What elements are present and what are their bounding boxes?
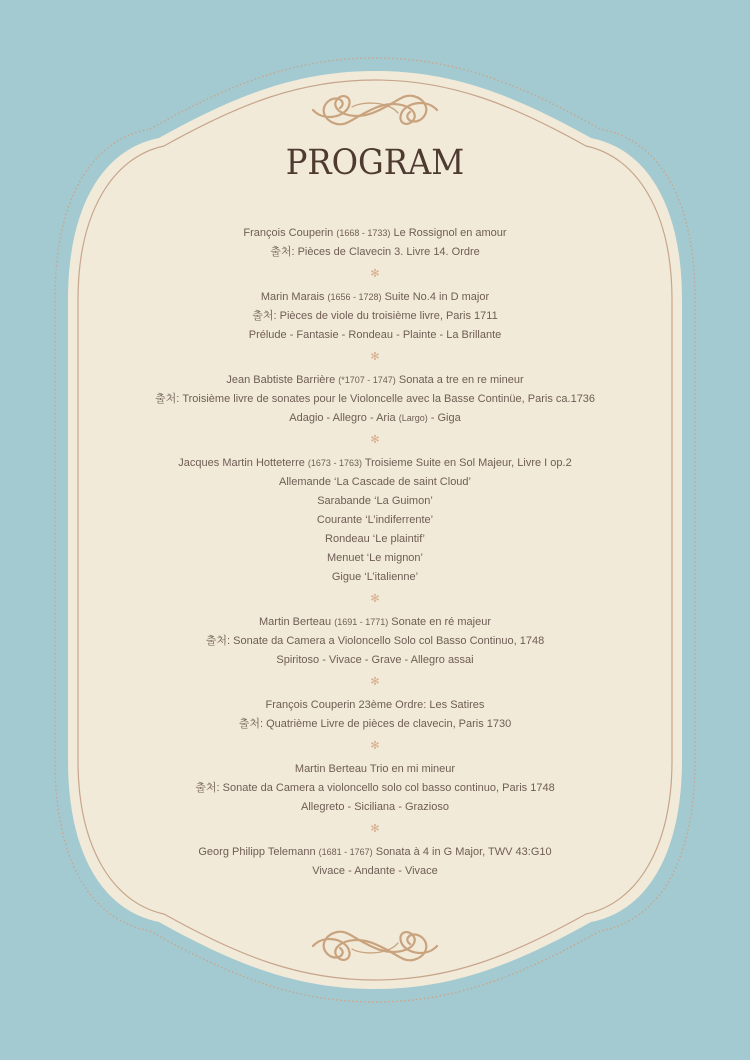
asterisk-separator-icon: ✻ xyxy=(370,268,380,280)
composer-years: (Largo) xyxy=(398,413,428,423)
piece-detail-line: Prélude - Fantasie - Rondeau - Plainte - La Brillante xyxy=(248,329,502,341)
composer-years: (1656 - 1728) xyxy=(327,292,382,302)
program-list xyxy=(55,224,695,881)
piece-detail-line: Adagio - Allegro - Aria (Largo) - Giga xyxy=(289,412,461,424)
asterisk-separator-icon: ✻ xyxy=(370,434,380,446)
composer-years: (*1707 - 1747) xyxy=(338,375,396,385)
piece-heading: Marin Marais (1656 - 1728) Suite No.4 in D major xyxy=(260,291,490,303)
program-piece xyxy=(55,843,695,881)
asterisk-separator-icon: ✻ xyxy=(370,823,380,835)
asterisk-separator-icon: ✻ xyxy=(370,593,380,605)
piece-detail-line: 출처: Troisième livre de sonates pour le Violoncelle avec la Basse Continüe, Paris ca.1736 xyxy=(154,393,596,405)
piece-heading: Georg Philipp Telemann (1681 - 1767) Sonata à 4 in G Major, TWV 43:G10 xyxy=(198,846,552,858)
piece-heading: François Couperin 23ème Ordre: Les Satires xyxy=(265,699,485,711)
piece-detail-line: Allegreto - Siciliana - Grazioso xyxy=(301,801,449,813)
piece-detail-line: 출처: Pièces de viole du troisième livre, Paris 1711 xyxy=(252,310,498,322)
piece-detail-line: Sarabande ‘La Guimon’ xyxy=(317,495,433,507)
program-piece xyxy=(55,696,695,734)
piece-detail-line: Rondeau ‘Le plaintif’ xyxy=(325,533,425,545)
asterisk-separator-icon: ✻ xyxy=(370,676,380,688)
program-content xyxy=(75,0,675,1060)
piece-heading: Martin Berteau Trio en mi mineur xyxy=(294,763,456,775)
program-piece xyxy=(55,371,695,428)
piece-detail-line: 출처: Sonate da Camera a Violoncello Solo col Basso Continuo, 1748 xyxy=(205,635,545,647)
composer-years: (1673 - 1763) xyxy=(307,458,362,468)
piece-heading: Martin Berteau (1691 - 1771) Sonate en ré majeur xyxy=(259,616,491,628)
composer-years: (1681 - 1767) xyxy=(318,847,373,857)
piece-detail-line: Gigue ‘L’italienne’ xyxy=(331,571,419,583)
program-piece xyxy=(55,454,695,587)
composer-years: (1691 - 1771) xyxy=(334,617,389,627)
piece-heading: Jacques Martin Hotteterre (1673 - 1763) Troisieme Suite en Sol Majeur, Livre I op.2 xyxy=(178,457,572,469)
piece-heading: François Couperin (1668 - 1733) Le Rossignol en amour xyxy=(243,227,507,239)
piece-detail-line: Courante ‘L’indiferrente’ xyxy=(316,514,434,526)
piece-detail-line: Spiritoso - Vivace - Grave - Allegro assai xyxy=(276,654,474,666)
piece-heading: Jean Babtiste Barrière (*1707 - 1747) Sonata a tre en re mineur xyxy=(226,374,524,386)
asterisk-separator-icon: ✻ xyxy=(370,351,380,363)
piece-detail-line: 출처: Pièces de Clavecin 3. Livre 14. Ordre xyxy=(270,246,480,258)
program-piece xyxy=(55,224,695,262)
piece-detail-line: 출처: Sonate da Camera a violoncello solo col basso continuo, Paris 1748 xyxy=(195,782,555,794)
program-piece xyxy=(55,613,695,670)
page-title: PROGRAM xyxy=(285,143,465,183)
piece-detail-line: Allemande ‘La Cascade de saint Cloud’ xyxy=(278,476,471,488)
piece-detail-line: Menuet ‘Le mignon’ xyxy=(326,552,423,564)
asterisk-separator-icon: ✻ xyxy=(370,740,380,752)
piece-detail-line: Vivace - Andante - Vivace xyxy=(312,865,438,877)
composer-years: (1668 - 1733) xyxy=(336,228,391,238)
program-piece xyxy=(55,760,695,817)
program-piece xyxy=(55,288,695,345)
piece-detail-line: 출처: Quatrième Livre de pièces de clavecin, Paris 1730 xyxy=(238,718,512,730)
